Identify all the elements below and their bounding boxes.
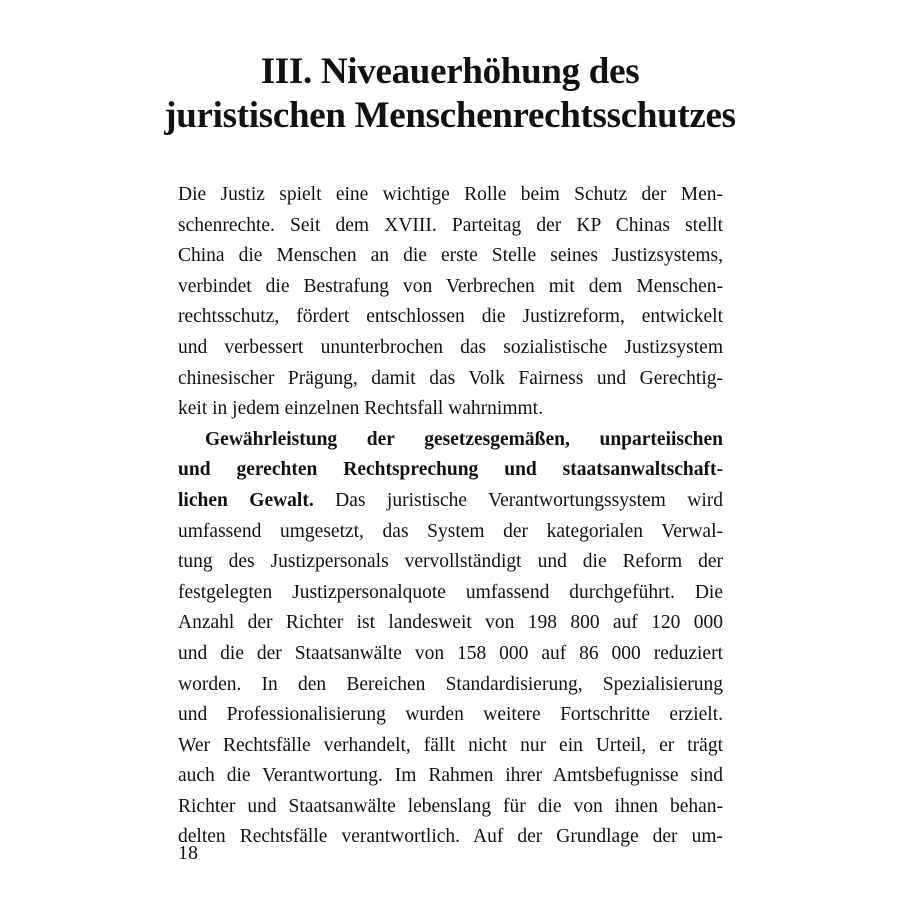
- text-line: rechtsschutz, fördert entschlossen die Justizreform, entwickelt: [178, 306, 723, 328]
- text-line: festgelegten Justizpersonalquote umfassend durchgeführt. Die: [178, 581, 723, 603]
- mixed-line: [178, 486, 723, 517]
- text-line: worden. In den Bereichen Standardisierung, Spezialisierung: [178, 673, 723, 695]
- text-line: schenrechte. Seit dem XVIII. Parteitag der KP Chinas stellt: [178, 214, 723, 236]
- text-line: keit in jedem einzelnen Rechtsfall wahrnimmt.: [178, 398, 543, 420]
- text-line: verbindet die Bestrafung von Verbrechen mit dem Menschen-: [178, 275, 723, 297]
- text-line: und verbessert ununterbrochen das sozialistische Justizsystem: [178, 336, 723, 358]
- text-line: und die der Staatsanwälte von 158 000 auf 86 000 reduziert: [178, 642, 723, 664]
- text-line: chinesischer Prägung, damit das Volk Fairness und Gerechtig-: [178, 367, 723, 389]
- section-heading: [150, 50, 750, 138]
- text-line: China die Menschen an die erste Stelle seines Justizsystems,: [178, 245, 723, 267]
- body-text: [178, 180, 723, 853]
- text-line: auch die Verantwortung. Im Rahmen ihrer Amtsbefugnisse sind: [178, 765, 723, 787]
- bold-lead-end: lichen Gewalt.: [178, 489, 314, 511]
- text-line: Wer Rechtsfälle verhandelt, fällt nicht nur ein Urteil, er trägt: [178, 734, 723, 756]
- text-line-rest: Das juristische Verantwortungssystem wird: [313, 489, 723, 511]
- bold-lead-line: und gerechten Rechtsprechung und staatsanwaltschaft-: [178, 459, 723, 481]
- paragraph-judicial-power: [178, 425, 723, 853]
- text-line: und Professionalisierung wurden weitere Fortschritte erzielt.: [178, 704, 723, 726]
- paragraph-intro: [178, 180, 723, 425]
- text-line: umfassend umgesetzt, das System der kategorialen Verwal-: [178, 520, 723, 542]
- heading-line-2: juristischen Menschenrechtsschutzes: [164, 95, 736, 136]
- text-line: Anzahl der Richter ist landesweit von 198 800 auf 120 000: [178, 612, 723, 634]
- text-line: tung des Justizpersonals vervollständigt und die Reform der: [178, 551, 723, 573]
- bold-lead-line: Gewährleistung der gesetzesgemäßen, unparteiischen: [205, 428, 723, 450]
- page-number: 18: [178, 842, 198, 864]
- text-line: delten Rechtsfälle verantwortlich. Auf der Grundlage der um-: [178, 826, 723, 848]
- heading-line-1: III. Niveauerhöhung des: [260, 51, 640, 92]
- text-line: Richter und Staatsanwälte lebenslang für die von ihnen behan-: [178, 795, 723, 817]
- text-line: Die Justiz spielt eine wichtige Rolle beim Schutz der Men-: [178, 184, 723, 205]
